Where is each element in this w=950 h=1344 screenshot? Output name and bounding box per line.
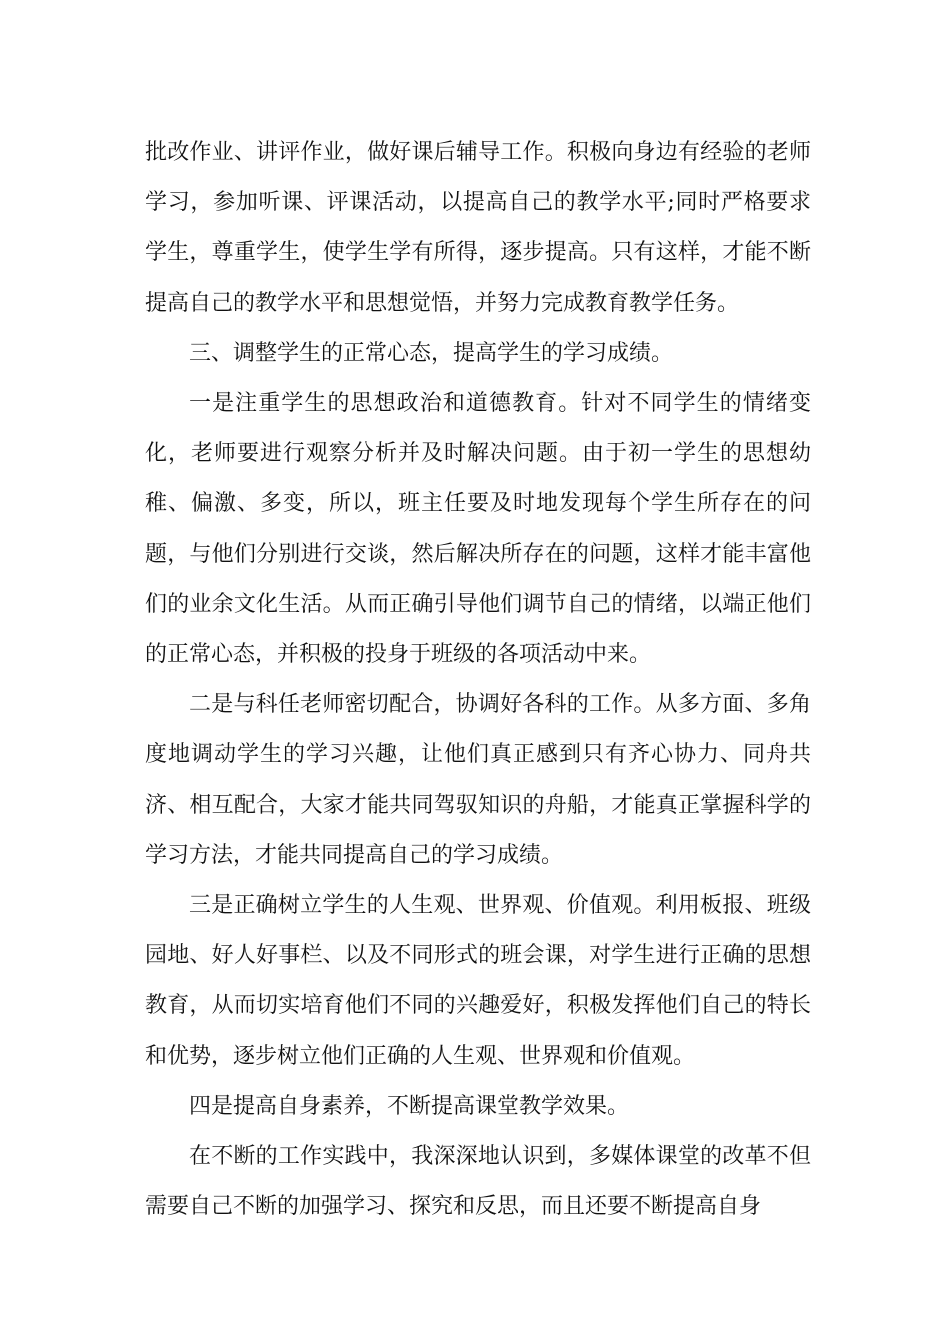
- paragraph-point-four: 四是提高自身素养，不断提高课堂教学效果。: [189, 1093, 630, 1119]
- paragraph-point-one: 一是注重学生的思想政治和道德教育。针对不同学生的情绪变化，老师要进行观察分析并及时解决问题。由于初一学生的思想幼稚、偏激、多变，所以，班主任要及时地发现每个学生所存在的问题，与他们分别进行交谈，然后解决所存在的问题，这样才能丰富他们的业余文化生活。从而正确引导他们调节自己的情绪，以端正他们的正常心态，并积极的投身于班级的各项活动中来。: [145, 391, 811, 668]
- paragraph-continuation: 批改作业、讲评作业，做好课后辅导工作。积极向身边有经验的老师学习，参加听课、评课活动，以提高自己的教学水平;同时严格要求学生，尊重学生，使学生学有所得，逐步提高。只有这样，才能不断提高自己的教学水平和思想觉悟，并努力完成教育教学任务。: [145, 140, 811, 316]
- section-heading-three: 三、调整学生的正常心态，提高学生的学习成绩。: [189, 340, 674, 366]
- paragraph-point-three: 三是正确树立学生的人生观、世界观、价值观。利用板报、班级园地、好人好事栏、以及不同形式的班会课，对学生进行正确的思想教育，从而切实培育他们不同的兴趣爱好，积极发挥他们自己的特长和优势，逐步树立他们正确的人生观、世界观和价值观。: [145, 893, 811, 1069]
- document-body: [145, 128, 811, 1232]
- paragraph-practice: 在不断的工作实践中，我深深地认识到，多媒体课堂的改革不但需要自己不断的加强学习、探究和反思，而且还要不断提高自身: [145, 1144, 811, 1220]
- paragraph-point-two: 二是与科任老师密切配合，协调好各科的工作。从多方面、多角度地调动学生的学习兴趣，让他们真正感到只有齐心协力、同舟共济、相互配合，大家才能共同驾驭知识的舟船，才能真正掌握科学的学习方法，才能共同提高自己的学习成绩。: [145, 692, 811, 868]
